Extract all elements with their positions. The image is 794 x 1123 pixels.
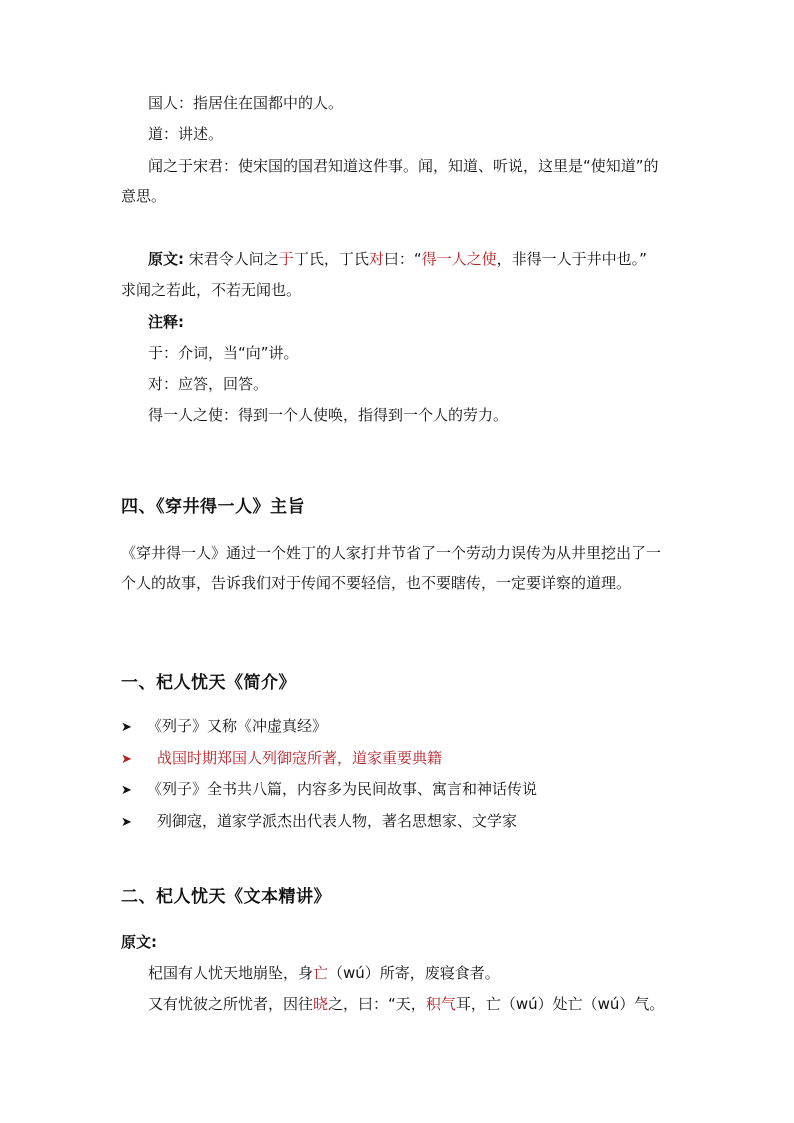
highlight: 晓 bbox=[313, 995, 329, 1013]
arrowhead-icon: ➤ bbox=[121, 815, 132, 830]
notes-label: 注释: bbox=[148, 313, 184, 331]
bullet-text: 战国时期郑国人列御寇所著，道家重要典籍 bbox=[157, 749, 443, 767]
text-seg: 曰：“ bbox=[383, 250, 422, 268]
bullet-item bbox=[121, 716, 327, 738]
text-seg: ，非得一人于井中也。” bbox=[496, 250, 647, 268]
definition-dao bbox=[148, 124, 223, 144]
highlight: 对 bbox=[368, 250, 384, 268]
highlight: 积气 bbox=[425, 995, 456, 1013]
sep: ： bbox=[163, 125, 179, 143]
bullet-text: 列御寇，道家学派杰出代表人物，著名思想家、文学家 bbox=[157, 812, 518, 830]
text-seg: 丁氏，丁氏 bbox=[293, 250, 369, 268]
original-label: 原文: bbox=[121, 933, 157, 951]
text-seg: 又有忧彼之所忧者，因往 bbox=[148, 995, 314, 1013]
text-seg: 之，曰：“天， bbox=[328, 995, 426, 1013]
definition: 讲述。 bbox=[178, 125, 224, 143]
section-heading: 四、《穿井得一人》主旨 bbox=[121, 497, 305, 517]
term: 国人 bbox=[148, 94, 179, 112]
sep: ： bbox=[178, 94, 194, 112]
arrowhead-icon: ➤ bbox=[121, 720, 132, 735]
bullet-text: 《列子》又称《冲虚真经》 bbox=[147, 717, 328, 735]
original-text-line1 bbox=[148, 249, 647, 269]
original-text-line bbox=[148, 994, 664, 1014]
section-heading: 一、杞人忧天《简介》 bbox=[121, 673, 296, 693]
text-seg: 宋君令人问之 bbox=[188, 250, 279, 268]
definition-wen-line1: 闻之于宋君：使宋国的国君知道这件事。闻，知道、听说，这里是“使知道”的 bbox=[148, 157, 659, 175]
note-item: 于：介词，当“向”讲。 bbox=[148, 344, 299, 362]
arrowhead-icon: ➤ bbox=[121, 752, 132, 767]
bullet-item bbox=[121, 811, 517, 833]
text-seg: （wú）所寄，废寝食者。 bbox=[328, 964, 500, 982]
definition-wen-line2: 意思。 bbox=[121, 187, 167, 205]
original-text-line bbox=[148, 963, 500, 983]
bullet-text: 《列子》全书共八篇，内容多为民间故事、寓言和神话传说 bbox=[147, 780, 538, 798]
paragraph-line: 《穿井得一人》通过一个姓丁的人家打井节省了一个劳动力误传为从井里挖出了一 bbox=[121, 544, 662, 562]
definition-guoren bbox=[148, 93, 343, 113]
paragraph-line: 个人的故事，告诉我们对于传闻不要轻信，也不要瞎传，一定要详察的道理。 bbox=[121, 574, 632, 592]
highlight: 亡 bbox=[313, 964, 329, 982]
text-seg: 耳，亡（wú）处亡（wú）气。 bbox=[455, 995, 665, 1013]
text-seg: 杞国有人忧天地崩坠，身 bbox=[148, 964, 314, 982]
bullet-item bbox=[121, 779, 537, 801]
original-label: 原文: bbox=[148, 250, 184, 268]
highlight: 得一人之使 bbox=[421, 250, 497, 268]
original-text-line2: 求闻之若此，不若无闻也。 bbox=[121, 281, 302, 299]
term: 道 bbox=[148, 125, 164, 143]
note-item: 得一人之使：得到一个人使唤，指得到一个人的劳力。 bbox=[148, 406, 509, 424]
note-item: 对：应答，回答。 bbox=[148, 375, 269, 393]
bullet-item bbox=[121, 748, 442, 770]
section-heading: 二、杞人忧天《文本精讲》 bbox=[121, 887, 331, 907]
arrowhead-icon: ➤ bbox=[121, 783, 132, 798]
definition: 指居住在国都中的人。 bbox=[193, 94, 344, 112]
highlight: 于 bbox=[278, 250, 294, 268]
